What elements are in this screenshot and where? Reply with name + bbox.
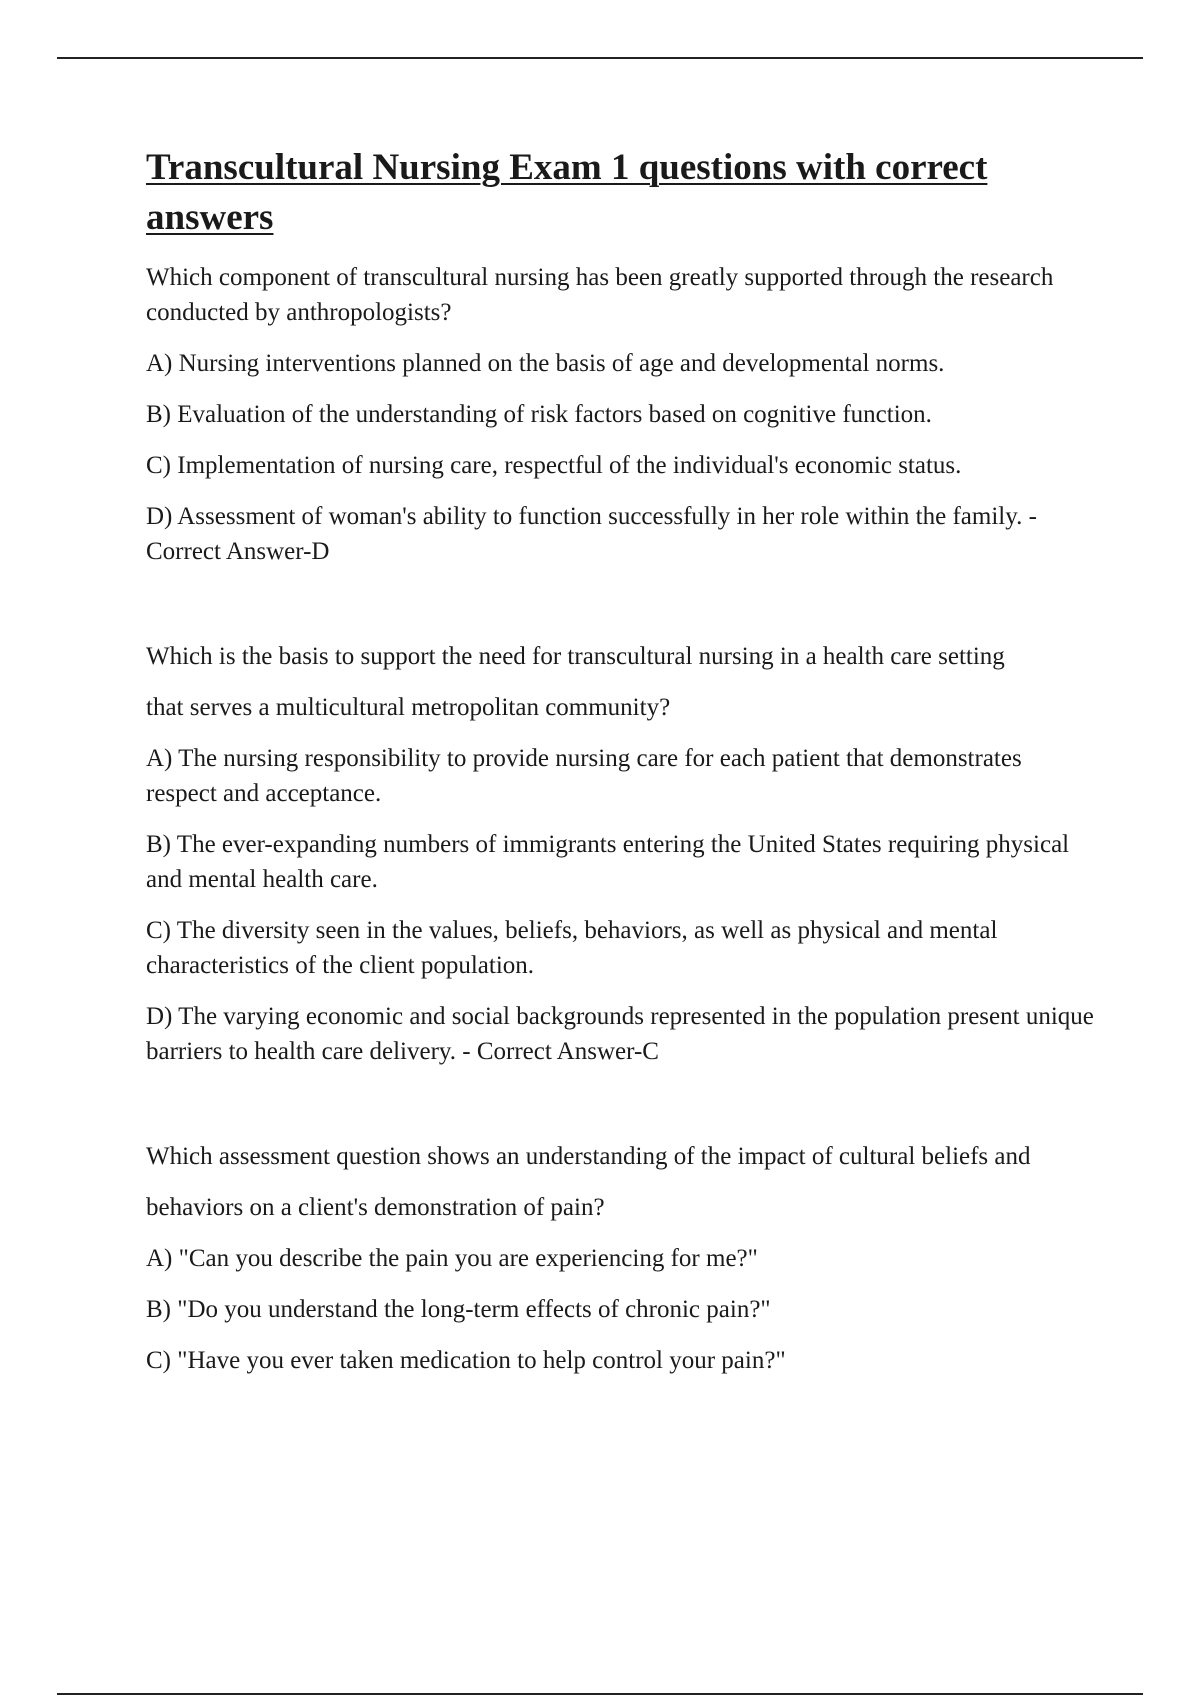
question-stem: Which assessment question shows an understanding of the impact of cultural beliefs and bbox=[146, 1143, 1031, 1170]
option-c: C) The diversity seen in the values, beliefs, behaviors, as well as physical and mental characteristics of the client population. bbox=[146, 917, 998, 979]
option-c: C) "Have you ever taken medication to help control your pain?" bbox=[146, 1347, 786, 1374]
option-d-with-answer: D) The varying economic and social backgrounds represented in the population present unique barriers to health care delivery. - Correct Answer-C bbox=[146, 1003, 1094, 1065]
option-b: B) Evaluation of the understanding of risk factors based on cognitive function. bbox=[146, 401, 932, 428]
question-3 bbox=[146, 1139, 1096, 1378]
question-stem: Which is the basis to support the need for transcultural nursing in a health care setting bbox=[146, 643, 1005, 670]
question-stem-continued: that serves a multicultural metropolitan community? bbox=[146, 694, 671, 721]
question-1 bbox=[146, 260, 1096, 569]
question-stem: Which component of transcultural nursing has been greatly supported through the research conducted by anthropologists? bbox=[146, 264, 1054, 326]
option-a: A) Nursing interventions planned on the basis of age and developmental norms. bbox=[146, 350, 945, 377]
question-2 bbox=[146, 639, 1096, 1069]
option-b: B) The ever-expanding numbers of immigrants entering the United States requiring physical and mental health care. bbox=[146, 831, 1070, 893]
option-a: A) The nursing responsibility to provide nursing care for each patient that demonstrates respect and acceptance. bbox=[146, 745, 1022, 807]
option-b: B) "Do you understand the long-term effects of chronic pain?" bbox=[146, 1296, 771, 1323]
option-a: A) "Can you describe the pain you are experiencing for me?" bbox=[146, 1245, 758, 1272]
option-c: C) Implementation of nursing care, respectful of the individual's economic status. bbox=[146, 452, 962, 479]
document-body bbox=[146, 143, 1096, 1394]
top-rule bbox=[57, 57, 1143, 59]
bottom-rule bbox=[57, 1693, 1143, 1695]
question-stem-continued: behaviors on a client's demonstration of pain? bbox=[146, 1194, 605, 1221]
document-title: Transcultural Nursing Exam 1 questions with correct answers bbox=[146, 147, 988, 238]
option-d-with-answer: D) Assessment of woman's ability to function successfully in her role within the family. - Correct Answer-D bbox=[146, 503, 1037, 565]
